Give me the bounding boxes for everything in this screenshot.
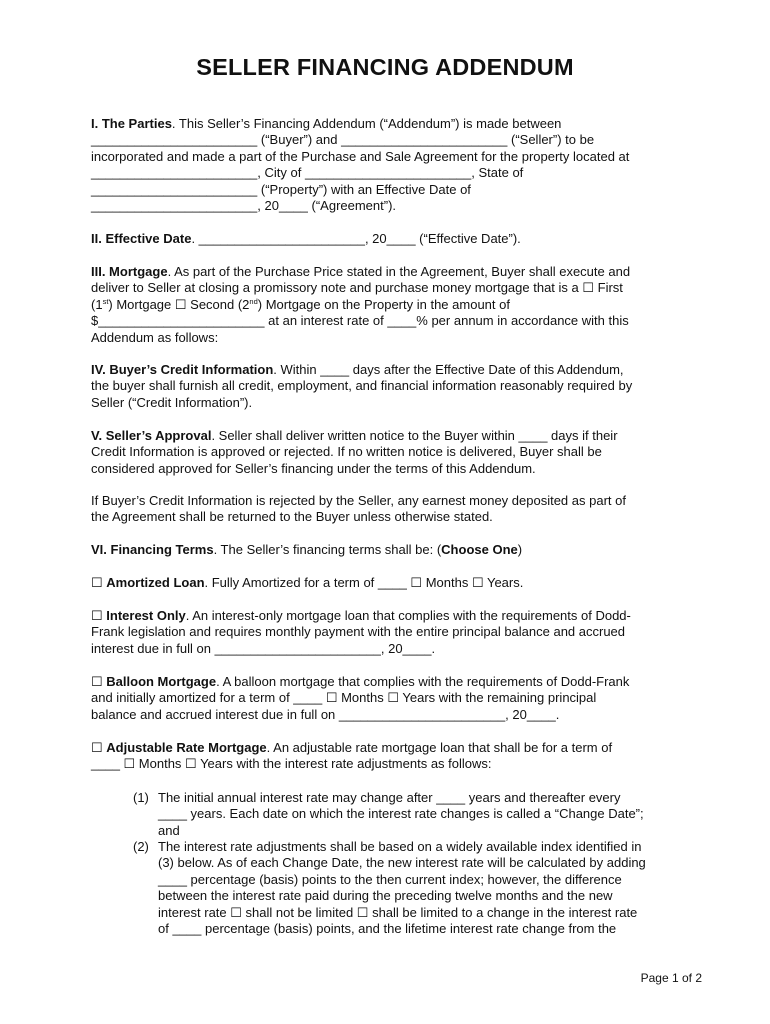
section-effective-date bbox=[91, 231, 681, 247]
parties-line: _______________________ (“Property”) with an Effective Date of bbox=[91, 181, 471, 197]
mortgage-line: Addendum as follows: bbox=[91, 329, 219, 345]
list-number: (1) bbox=[133, 790, 149, 805]
section-parties bbox=[91, 116, 681, 214]
mortgage-line: $_______________________ at an interest rate of ____% per annum in accordance with this bbox=[91, 313, 629, 329]
effective-date-heading: II. Effective Date bbox=[91, 231, 192, 246]
adjustable-line: ____ ☐ Months ☐ Years with the interest rate adjustments as follows: bbox=[91, 756, 492, 772]
amortized-heading: Amortized Loan bbox=[106, 575, 205, 590]
option-adjustable-rate bbox=[91, 740, 681, 773]
adjustable-line: . An adjustable rate mortgage loan that shall be for a term of bbox=[266, 740, 613, 755]
balloon-line: balance and accrued interest due in full on _______________________, 20____. bbox=[91, 706, 560, 722]
list-item-line: The interest rate adjustments shall be based on a widely available index identified in bbox=[158, 839, 642, 854]
section-financing-terms bbox=[91, 542, 681, 558]
adjustable-heading: Adjustable Rate Mortgage bbox=[106, 740, 267, 755]
approval-line: . Seller shall deliver written notice to the Buyer within ____ days if their bbox=[211, 428, 618, 443]
list-item-line: of ____ percentage (basis) points, and the lifetime interest rate change from the bbox=[158, 921, 617, 937]
list-item-line: ____ percentage (basis) points to the then current index; however, the difference bbox=[158, 871, 622, 887]
parties-line: _______________________, City of _______________________, State of bbox=[91, 165, 524, 181]
mortgage-line: ) Mortgage ☐ Second (2 bbox=[108, 296, 250, 312]
section-mortgage bbox=[91, 264, 681, 346]
credit-line: Seller (“Credit Information”). bbox=[91, 394, 253, 410]
list-item-line: (3) below. As of each Change Date, the new interest rate will be calculated by adding bbox=[158, 855, 646, 871]
balloon-heading: Balloon Mortgage bbox=[106, 674, 217, 689]
credit-line: the buyer shall furnish all credit, employment, and financial information reasonably required by bbox=[91, 378, 633, 394]
section-seller-approval bbox=[91, 428, 681, 477]
option-balloon-mortgage bbox=[91, 674, 681, 723]
mortgage-line: deliver to Seller at closing a promissory note and purchase money mortgage that is a ☐ First bbox=[91, 280, 623, 296]
balloon-checkbox[interactable]: ☐ bbox=[91, 674, 107, 689]
list-item-line: and bbox=[158, 822, 180, 838]
document-title: SELLER FINANCING ADDENDUM bbox=[196, 54, 574, 80]
adjustable-checkbox[interactable]: ☐ bbox=[91, 740, 107, 755]
adjustment-list-item-1 bbox=[133, 790, 693, 839]
parties-line: . This Seller’s Financing Addendum (“Addendum”) is made between bbox=[171, 116, 562, 131]
effective-date-text: . _______________________, 20____ (“Effective Date”). bbox=[191, 231, 521, 246]
list-item-line: interest rate ☐ shall not be limited ☐ shall be limited to a change in the interest rate bbox=[158, 904, 638, 920]
choose-one-label: Choose One bbox=[441, 542, 518, 557]
ordinal-suffix: nd bbox=[249, 296, 258, 306]
list-item-line: The initial annual interest rate may change after ____ years and thereafter every bbox=[158, 790, 621, 805]
parties-line: _______________________ (“Buyer”) and _______________________ (“Seller”) to be bbox=[91, 132, 595, 148]
adjustment-list-item-2 bbox=[133, 839, 693, 937]
interest-only-line: Frank legislation and requires monthly payment with the entire principal balance and accrued bbox=[91, 624, 626, 640]
interest-only-line: interest due in full on _______________________, 20____. bbox=[91, 640, 436, 656]
parties-line: _______________________, 20____ (“Agreement”). bbox=[91, 198, 397, 214]
terms-text: . The Seller’s financing terms shall be: ( bbox=[213, 542, 442, 557]
option-amortized-loan bbox=[91, 575, 681, 591]
option-interest-only bbox=[91, 608, 681, 657]
list-item-line: between the interest rate paid during the preceding twelve months and the new bbox=[158, 888, 613, 904]
mortgage-line: . As part of the Purchase Price stated in the Agreement, Buyer shall execute and bbox=[167, 264, 631, 279]
parties-line: incorporated and made a part of the Purchase and Sale Agreement for the property located at bbox=[91, 148, 630, 164]
amortized-checkbox[interactable]: ☐ bbox=[91, 575, 107, 590]
page-number: Page 1 of 2 bbox=[640, 971, 702, 985]
list-item-line: ____ years. Each date on which the interest rate changes is called a “Change Date”; bbox=[158, 806, 644, 822]
list-number: (2) bbox=[133, 839, 149, 854]
section-rejection bbox=[91, 493, 681, 526]
mortgage-heading: III. Mortgage bbox=[91, 264, 168, 279]
approval-heading: V. Seller’s Approval bbox=[91, 428, 212, 443]
approval-line: considered approved for Seller’s financing under the terms of this Addendum. bbox=[91, 460, 536, 476]
ordinal-suffix: st bbox=[102, 296, 109, 306]
balloon-line: and initially amortized for a term of ____ ☐ Months ☐ Years with the remaining principal bbox=[91, 690, 597, 706]
terms-heading: VI. Financing Terms bbox=[91, 542, 214, 557]
interest-only-checkbox[interactable]: ☐ bbox=[91, 608, 107, 623]
credit-line: . Within ____ days after the Effective Date of this Addendum, bbox=[273, 362, 624, 377]
mortgage-line: (1 bbox=[91, 296, 103, 312]
interest-only-line: . An interest-only mortgage loan that complies with the requirements of Dodd- bbox=[185, 608, 631, 623]
amortized-text: . Fully Amortized for a term of ____ ☐ Months ☐ Years. bbox=[204, 575, 524, 590]
terms-close: ) bbox=[517, 542, 523, 557]
mortgage-line: ) Mortgage on the Property in the amount of bbox=[257, 296, 510, 312]
section-credit-information bbox=[91, 362, 681, 411]
approval-line: Credit Information is approved or rejected. If no written notice is delivered, Buyer shall be bbox=[91, 444, 602, 460]
rejection-line: If Buyer’s Credit Information is rejected by the Seller, any earnest money deposited as part of bbox=[91, 493, 626, 508]
interest-only-heading: Interest Only bbox=[106, 608, 186, 623]
balloon-line: . A balloon mortgage that complies with the requirements of Dodd-Frank bbox=[216, 674, 630, 689]
rejection-line: the Agreement shall be returned to the Buyer unless otherwise stated. bbox=[91, 509, 493, 525]
parties-heading: I. The Parties bbox=[91, 116, 172, 131]
credit-heading: IV. Buyer’s Credit Information bbox=[91, 362, 274, 377]
